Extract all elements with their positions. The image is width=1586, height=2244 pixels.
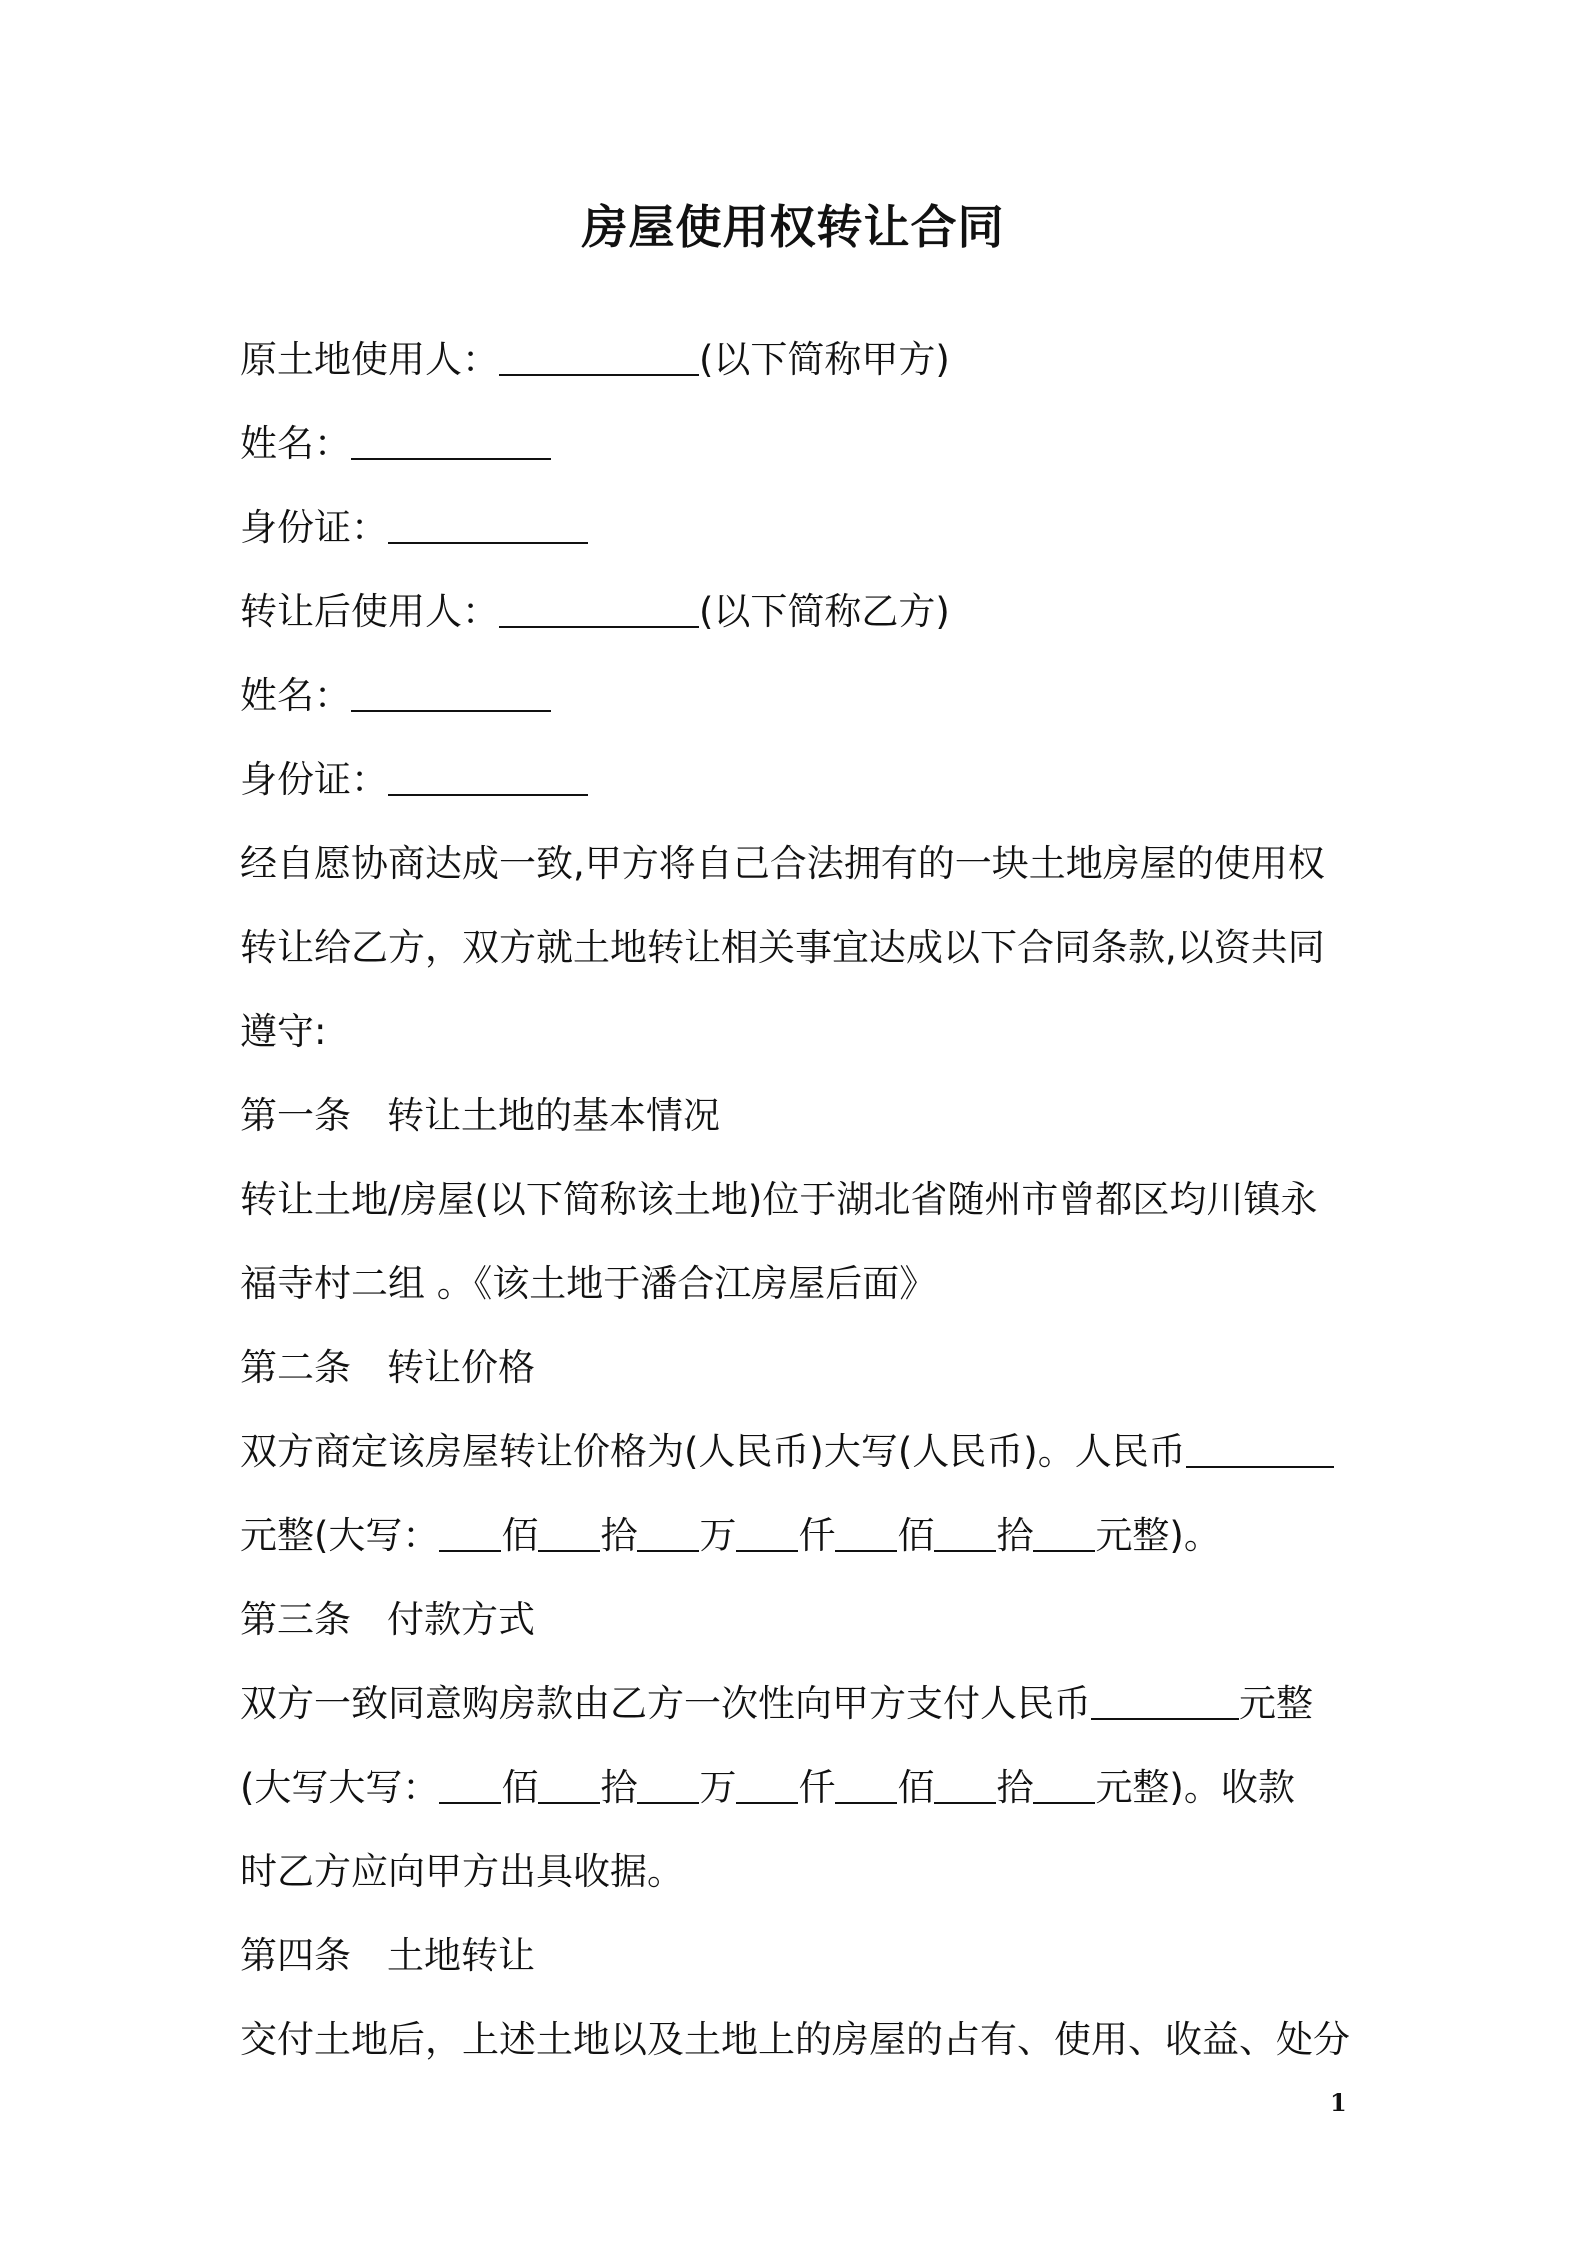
article-1-number: 第一条 bbox=[240, 1094, 351, 1137]
price-digit-blank[interactable] bbox=[1033, 1516, 1095, 1552]
price-amount-blank[interactable] bbox=[1186, 1432, 1334, 1468]
article-2-number: 第二条 bbox=[240, 1346, 351, 1389]
article-2-text-1: 双方商定该房屋转让价格为(人民币)大写(人民币)。人民币 bbox=[240, 1430, 1186, 1473]
article-2-heading bbox=[240, 1346, 535, 1390]
article-4-line-1: 交付土地后，上述土地以及土地上的房屋的占有、使用、收益、处分 bbox=[240, 2018, 1350, 2061]
article-1-title: 转让土地的基本情况 bbox=[387, 1094, 720, 1137]
price-digit-blank[interactable] bbox=[439, 1516, 501, 1552]
article-1-heading bbox=[240, 1094, 720, 1138]
price-unit: 仟 bbox=[798, 1514, 836, 1557]
article-2-prefix: 元整(大写： bbox=[240, 1514, 440, 1557]
party-a-id-blank[interactable] bbox=[388, 508, 588, 544]
payment-digit-blank[interactable] bbox=[736, 1768, 798, 1804]
price-digit-blank[interactable] bbox=[934, 1516, 996, 1552]
price-digit-blank[interactable] bbox=[736, 1516, 798, 1552]
article-1-line-2: 福寺村二组 。《该土地于潘合江房屋后面》 bbox=[240, 1262, 937, 1305]
party-b-name-line bbox=[240, 674, 551, 718]
party-a-id-line bbox=[240, 506, 588, 550]
article-3-text-1-end: 元整 bbox=[1239, 1682, 1313, 1725]
article-3-title: 付款方式 bbox=[387, 1598, 535, 1641]
price-unit: 佰 bbox=[501, 1514, 539, 1557]
article-4-number: 第四条 bbox=[240, 1934, 351, 1977]
article-2-end: 元整)。 bbox=[1095, 1514, 1221, 1557]
party-b-blank[interactable] bbox=[499, 592, 699, 628]
party-a-name-line bbox=[240, 422, 551, 466]
payment-digit-blank[interactable] bbox=[439, 1768, 501, 1804]
article-1-line-1: 转让土地/房屋(以下简称该土地)位于湖北省随州市曾都区均川镇永 bbox=[240, 1178, 1318, 1221]
article-4-heading bbox=[240, 1934, 535, 1978]
party-a-blank[interactable] bbox=[499, 340, 699, 376]
article-3-line-1 bbox=[240, 1682, 1313, 1726]
party-b-label: 转让后使用人： bbox=[240, 590, 499, 633]
payment-digit-blank[interactable] bbox=[934, 1768, 996, 1804]
payment-unit: 拾 bbox=[600, 1766, 638, 1809]
payment-unit: 佰 bbox=[897, 1766, 935, 1809]
price-unit: 拾 bbox=[996, 1514, 1034, 1557]
intro-line-2: 转让给乙方，双方就土地转让相关事宜达成以下合同条款,以资共同 bbox=[240, 926, 1325, 969]
payment-digit-blank[interactable] bbox=[538, 1768, 600, 1804]
price-unit: 佰 bbox=[897, 1514, 935, 1557]
page-number: 1 bbox=[1330, 2088, 1347, 2117]
party-b-name-label: 姓名： bbox=[240, 674, 351, 717]
party-b-suffix: (以下简称乙方) bbox=[699, 590, 950, 633]
payment-unit: 仟 bbox=[798, 1766, 836, 1809]
intro-line-3: 遵守: bbox=[240, 1010, 327, 1053]
article-3-heading bbox=[240, 1598, 535, 1642]
article-2-title: 转让价格 bbox=[387, 1346, 535, 1389]
price-unit: 拾 bbox=[600, 1514, 638, 1557]
payment-unit: 万 bbox=[699, 1766, 737, 1809]
party-a-name-label: 姓名： bbox=[240, 422, 351, 465]
article-3-text-1: 双方一致同意购房款由乙方一次性向甲方支付人民币 bbox=[240, 1682, 1091, 1725]
article-3-line-3: 时乙方应向甲方出具收据。 bbox=[240, 1850, 684, 1893]
party-b-id-label: 身份证： bbox=[240, 758, 388, 801]
party-a-name-blank[interactable] bbox=[351, 424, 551, 460]
payment-digit-blank[interactable] bbox=[835, 1768, 897, 1804]
article-2-line-1 bbox=[240, 1430, 1334, 1474]
article-2-line-2 bbox=[240, 1514, 1221, 1558]
document-title: 房屋使用权转让合同 bbox=[581, 200, 1005, 254]
intro-line-1: 经自愿协商达成一致,甲方将自己合法拥有的一块土地房屋的使用权 bbox=[240, 842, 1325, 885]
party-b-line bbox=[240, 590, 950, 634]
article-4-title: 土地转让 bbox=[387, 1934, 535, 1977]
party-a-suffix: (以下简称甲方) bbox=[699, 338, 950, 381]
party-a-id-label: 身份证： bbox=[240, 506, 388, 549]
party-a-label: 原土地使用人： bbox=[240, 338, 499, 381]
payment-unit: 拾 bbox=[996, 1766, 1034, 1809]
price-digit-blank[interactable] bbox=[835, 1516, 897, 1552]
party-b-id-line bbox=[240, 758, 588, 802]
price-digit-blank[interactable] bbox=[637, 1516, 699, 1552]
party-a-line bbox=[240, 338, 950, 382]
payment-digit-blank[interactable] bbox=[1033, 1768, 1095, 1804]
article-3-line-2-end: 元整)。收款 bbox=[1095, 1766, 1295, 1809]
payment-unit: 佰 bbox=[501, 1766, 539, 1809]
price-unit: 万 bbox=[699, 1514, 737, 1557]
payment-digit-blank[interactable] bbox=[637, 1768, 699, 1804]
price-digit-blank[interactable] bbox=[538, 1516, 600, 1552]
article-3-number: 第三条 bbox=[240, 1598, 351, 1641]
payment-amount-blank[interactable] bbox=[1091, 1684, 1239, 1720]
article-3-prefix: (大写大写： bbox=[240, 1766, 440, 1809]
article-3-line-2 bbox=[240, 1766, 1295, 1810]
party-b-id-blank[interactable] bbox=[388, 760, 588, 796]
party-b-name-blank[interactable] bbox=[351, 676, 551, 712]
